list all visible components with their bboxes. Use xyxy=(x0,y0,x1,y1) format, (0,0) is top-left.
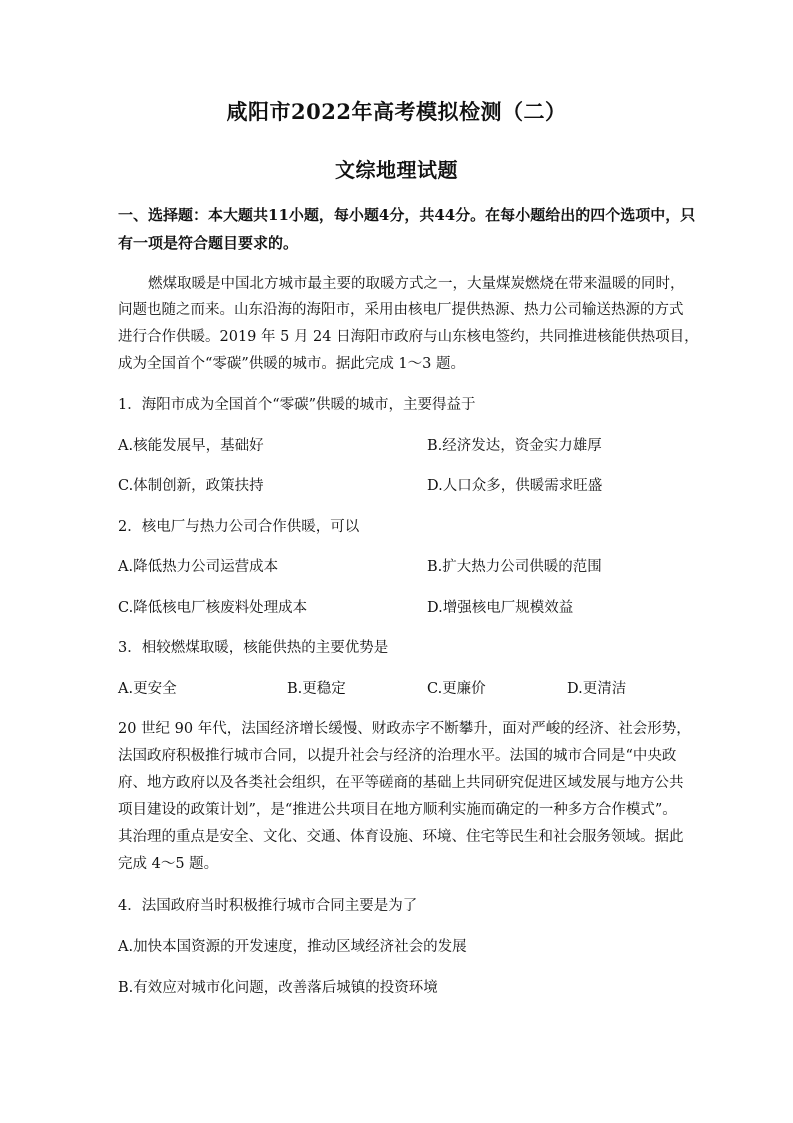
q4-option-a: A.加快本国资源的开发速度，推动区域经济社会的发展 xyxy=(118,939,467,955)
section-heading-line-1: 一、选择题：本大题共11小题，每小题4分，共44分。在每小题给出的四个选项中，只 xyxy=(118,206,696,224)
passage1-line-1: 燃煤取暖是中国北方城市最主要的取暖方式之一，大量煤炭燃烧在带来温暖的同时， xyxy=(148,276,685,292)
q3-option-c: C.更廉价 xyxy=(427,681,486,697)
passage2-line-6: 完成 4～5 题。 xyxy=(118,856,219,872)
q2-option-d: D.增强核电厂规模效益 xyxy=(427,600,574,616)
exam-subtitle: 文综地理试题 xyxy=(335,158,458,182)
exam-title: 咸阳市2022年高考模拟检测（二） xyxy=(226,99,567,124)
q3-option-d: D.更清洁 xyxy=(567,681,627,697)
section-heading-line-2: 有一项是符合题目要求的。 xyxy=(118,234,299,252)
q2-stem: 2．核电厂与热力公司合作供暖，可以 xyxy=(118,519,360,535)
q1-option-c: C.体制创新，政策扶持 xyxy=(118,478,264,494)
q1-stem: 1．海阳市成为全国首个“零碳”供暖的城市，主要得益于 xyxy=(118,397,476,413)
q3-stem: 3．相较燃煤取暖，核能供热的主要优势是 xyxy=(118,640,389,656)
q1-option-a: A.核能发展早，基础好 xyxy=(118,438,264,454)
passage2-line-3: 府、地方政府以及各类社会组织，在平等磋商的基础上共同研究促进区域发展与地方公共 xyxy=(118,775,684,791)
passage1-line-3: 进行合作供暖。2019 年 5 月 24 日海阳市政府与山东核电签约，共同推进核能供热项目， xyxy=(118,329,699,345)
q1-option-b: B.经济发达，资金实力雄厚 xyxy=(427,438,602,454)
passage2-line-5: 其治理的重点是安全、文化、交通、体育设施、环境、住宅等民生和社会服务领域。据此 xyxy=(118,829,684,845)
q2-option-a: A.降低热力公司运营成本 xyxy=(118,559,279,575)
q2-option-c: C.降低核电厂核废料处理成本 xyxy=(118,600,308,616)
q3-option-b: B.更稳定 xyxy=(287,681,346,697)
q1-option-d: D.人口众多，供暖需求旺盛 xyxy=(427,478,603,494)
q4-option-b: B.有效应对城市化问题，改善落后城镇的投资环境 xyxy=(118,980,438,996)
q4-stem: 4．法国政府当时积极推行城市合同主要是为了 xyxy=(118,898,418,914)
q2-option-b: B.扩大热力公司供暖的范围 xyxy=(427,559,602,575)
passage1-line-4: 成为全国首个“零碳”供暖的城市。据此完成 1～3 题。 xyxy=(118,356,465,372)
passage2-line-4: 项目建设的政策计划”，是“推进公共项目在地方顺利实施而确定的一种多方合作模式”。 xyxy=(118,802,677,818)
q3-option-a: A.更安全 xyxy=(118,681,177,697)
passage1-line-2: 问题也随之而来。山东沿海的海阳市，采用由核电厂提供热源、热力公司输送热源的方式 xyxy=(118,302,684,318)
passage2-line-2: 法国政府积极推行城市合同，以提升社会与经济的治理水平。法国的城市合同是“中央政 xyxy=(118,748,677,764)
passage2-line-1: 20 世纪 90 年代，法国经济增长缓慢、财政赤字不断攀升，面对严峻的经济、社会形势， xyxy=(118,721,691,737)
